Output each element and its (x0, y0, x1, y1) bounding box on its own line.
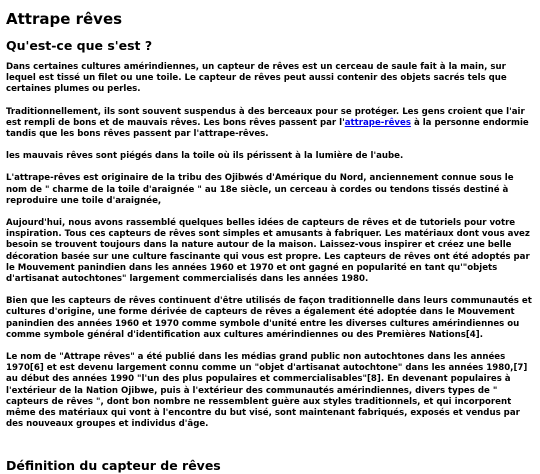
paragraph-tradition-text-start: Traditionnellement, ils sont souvent suspendus à des berceaux pour se protéger. Les gens croient que l'air est rempli de bons et de mauvais rêves. Les bons rêves passent par l' (6, 106, 525, 128)
section-heading-definition: Définition du capteur de rêves (6, 458, 221, 474)
attrape-reves-link[interactable]: attrape-rêves (344, 117, 411, 128)
paragraph-tradition-text-end: à la personne endormie tandis que les bons rêves passent par l'attrape-rêves. (6, 117, 529, 140)
paragraph-pan-indian: Bien que les capteurs de rêves continuent d'être utilisés de façon traditionnelle dans leurs communautés et cultures d'origine, une forme dérivée de capteurs de rêves a également été adoptée dans le Mouvement panindien des années 1960 et 1970 comme symbole d'unité entre les diverses cultures amérindiennes ou comme symbole général d'identification aux cultures amérindiennes ou des Premières Nations[4]. (6, 296, 532, 340)
paragraph-inspiration: Aujourd'hui, nous avons rassemblé quelques belles idées de capteurs de rêves et de tutoriels pour votre inspiration. Tous ces capteurs de rêves sont simples et amusants à fabriquer. Les matériaux dont vous avez besoin se trouvent toujours dans la nature autour de la maison. Laissez-vous inspirer et créez une belle décoration basée sur une culture fascinante qui vous est propre. Les capteurs de rêves ont été adoptés par le Mouvement panindien dans les années 1960 et 1970 et ont gagné en popularité en tant qu'"objets d'artisanat autochtones" largement commercialisés dans les années 1980. (6, 218, 530, 285)
paragraph-bad-dreams: les mauvais rêves sont piégés dans la toile où ils périssent à la lumière de l'aube. (6, 151, 404, 162)
paragraph-intro: Dans certaines cultures amérindiennes, un capteur de rêves est un cerceau de saule fait à la main, sur lequel est tissé un filet ou une toile. Le capteur de rêves peut aussi contenir des objets sacrés tels que certaines plumes ou perles. (6, 62, 507, 95)
paragraph-tradition (6, 107, 534, 141)
page-title: Attrape rêves (6, 10, 123, 28)
section-heading-what-is-it: Qu'est-ce que s'est ? (6, 38, 153, 53)
paragraph-name-history: Le nom de "Attrape rêves" a été publié dans les médias grand public non autochtones dans les années 1970[6] et est devenu largement connu comme un "objet d'artisanat autochtone" dans les années 1980,[7] au début des années 1990 "l'un des plus populaires et commercialisables"[8]. En devenant populaires à l'extérieur de la Nation Ojibwe, puis à l'extérieur des communautés amérindiennes, divers types de " capteurs de rêves ", dont bon nombre ne ressemblent guère aux styles traditionnels, et qui incorporent même des matériaux qui vont à l'encontre du but visé, sont maintenant fabriqués, exposés et vendus par des nouveaux groupes et individus d'âge. (6, 352, 528, 430)
paragraph-origin: L'attrape-rêves est originaire de la tribu des Ojibwés d'Amérique du Nord, anciennement connue sous le nom de " charme de la toile d'araignée " au 18e siècle, un cerceau à cordes ou tendons tissés destiné à reproduire une toile d'araignée, (6, 173, 514, 206)
